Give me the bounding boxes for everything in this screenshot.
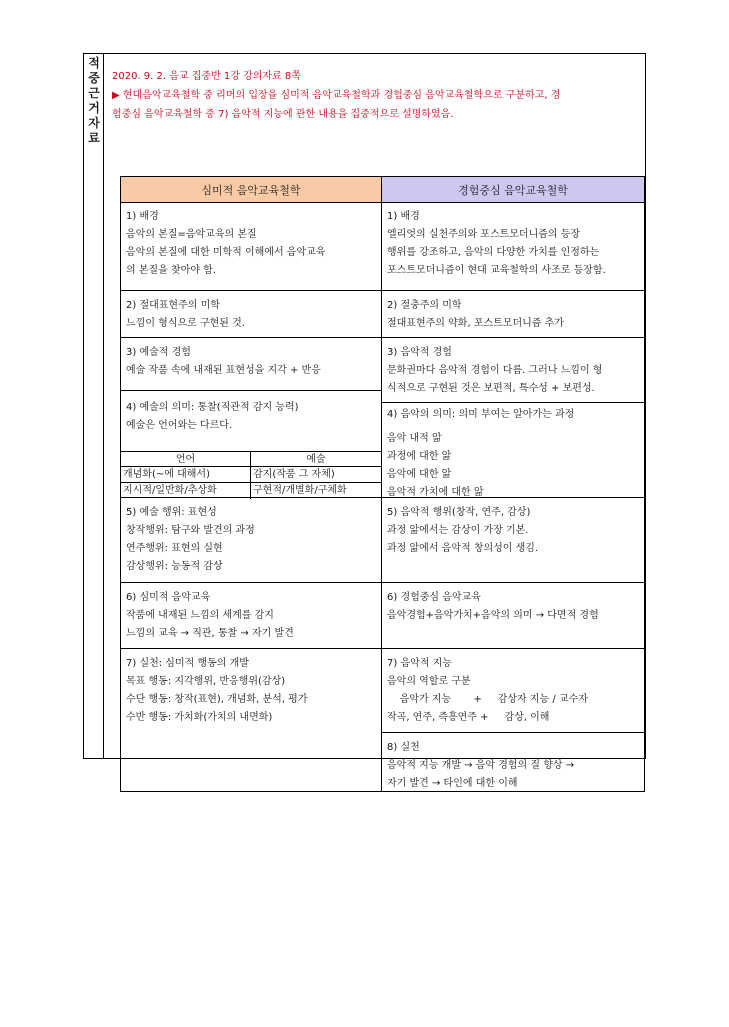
cell-meaning: 4) 예술의 의미: 통찰(직관적 감지 능력) 예술은 언어와는 다르다. 언어 예술 개념화(~에 대해서) 감지(작품 그 자체) 지시적/일반화/추상화 구현적/개별화/구체화 (121, 391, 381, 498)
column-experience (381, 202, 645, 792)
intro-line: 험중심 음악교육철학 중 7) 음악적 지능에 관한 내용을 집중적으로 설명하였음. (112, 109, 454, 120)
cell-music-act: 5) 음악적 행위(창작, 연주, 감상) 과정 앎에서는 감상이 가장 기본. 과정 앎에서 음악적 창의성이 생김. (382, 498, 644, 583)
cell-aesthetic-education: 6) 심미적 음악교육 작품에 내재된 느낌의 세계를 감지 느낌의 교육 → 직관, 통찰 → 자기 발견 (121, 583, 381, 649)
cell-practice: 7) 실천: 심미적 행동의 개발 목표 행동: 지각행위, 반응행위(감상) 수단 행동: 창작(표현), 개념화, 분석, 평가 수반 행동: 가치화(가치의 내면화) (126, 658, 308, 723)
mini-row: 지시적/일반화/추상화 구현적/개별화/구체화 (121, 483, 381, 499)
cell-experience: 3) 예술적 경험 예술 작품 속에 내재된 표현성을 지각 + 반응 (121, 338, 381, 391)
cell-experience: 3) 음악적 경험 문화권마다 음악적 경험이 다름. 그러나 느낌이 형 식적으로 구현된 것은 보편적, 특수성 + 보편성. (382, 338, 644, 403)
side-label: 적 중 근 거 자 료 (88, 56, 100, 145)
cell-art-act: 5) 예술 행위: 표현성 창작행위: 탐구와 발견의 과정 연주행위: 표현의 실현 감상행위: 능동적 감상 (121, 498, 381, 583)
cell-practice: 8) 실천 음악적 지능 개발 → 음악 경험의 질 향상 → 자기 발견 → 타인에 대한 이해 (387, 742, 575, 789)
mini-head: 언어 예술 (121, 451, 381, 467)
cell-experience-education: 6) 경험중심 음악교육 음악경험+음악가치+음악의 의미 → 다면적 경험 (382, 583, 644, 649)
cell-background: 1) 배경 엘리엇의 실천주의와 포스트모더니즘의 등장 행위를 강조하고, 음악의 다양한 가치를 인정하는 포스트모더니즘이 현대 교육철학의 사조로 등장함. (382, 202, 644, 291)
intro-line: ▶ 현대음악교육철학 중 리머의 입장을 심미적 음악교육철학과 경험중심 음악교육철학으로 구분하고, 경 (112, 90, 561, 101)
mini-row: 개념화(~에 대해서) 감지(작품 그 자체) (121, 467, 381, 483)
intro-text (112, 67, 642, 124)
header-experience: 경험중심 음악교육철학 (381, 176, 645, 203)
side-column (84, 54, 104, 758)
header-aesthetic: 심미적 음악교육철학 (120, 176, 382, 203)
intro-line: 2020. 9. 2. 음교 집중반 1강 강의자료 8쪽 (112, 71, 301, 82)
evidence-frame (83, 53, 646, 789)
cell-aesthetics: 2) 절충주의 미학 절대표현주의 약화, 포스트모더니즘 추가 (382, 291, 644, 338)
language-art-table (121, 451, 381, 499)
column-aesthetic (120, 202, 382, 792)
cell-meaning: 4) 음악의 의미: 의미 부여는 알아가는 과정 음악 내적 앎 과정에 대한 앎 음악에 대한 앎 음악적 가치에 대한 앎 (382, 403, 644, 498)
cell-background: 1) 배경 음악의 본질=음악교육의 본질 음악의 본질에 대한 미학적 이해에서 음악교육 의 본질을 찾아야 함. (121, 202, 381, 291)
cell-aesthetics: 2) 절대표현주의 미학 느낌이 형식으로 구현된 것. (121, 291, 381, 338)
comparison-table (120, 176, 645, 792)
content-area (104, 54, 645, 789)
cell-music-intelligence: 7) 음악적 지능 음악의 역할로 구분 음악가 지능 + 감상자 지능 / 교수자 작곡, 연주, 즉흥연주 + 감상, 이해 (382, 649, 644, 733)
